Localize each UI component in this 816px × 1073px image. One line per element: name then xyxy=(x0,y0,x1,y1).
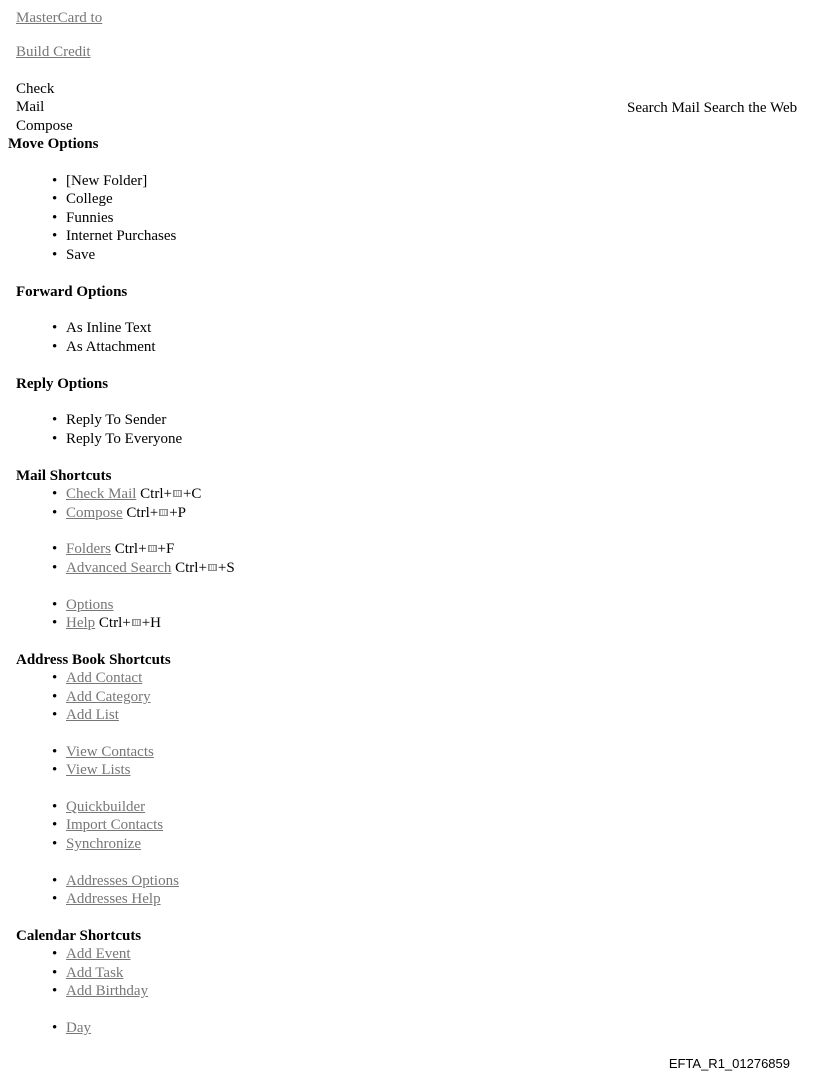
addresses-options-link[interactable]: Addresses Options xyxy=(66,873,179,889)
bullet: • xyxy=(52,817,58,833)
bullet: • xyxy=(52,505,58,521)
bullet: • xyxy=(52,873,58,889)
shortcut-keys: Ctrl+ +F xyxy=(114,541,175,557)
compose-link[interactable]: Compose xyxy=(66,505,123,521)
modifier-key-icon xyxy=(173,490,182,497)
document-id: EFTA_R1_01276859 xyxy=(668,1056,790,1071)
mail-shortcut-options xyxy=(66,596,114,614)
nav-compose[interactable]: Compose xyxy=(16,118,73,134)
addresses-help-link[interactable]: Addresses Help xyxy=(66,891,161,907)
move-option-internet-purchases[interactable]: Internet Purchases xyxy=(66,228,177,244)
bullet: • xyxy=(52,707,58,723)
bullet: • xyxy=(52,191,58,207)
bullet: • xyxy=(52,431,58,447)
bullet: • xyxy=(52,597,58,613)
options-link[interactable]: Options xyxy=(66,597,114,613)
shortcut-keys: Ctrl+ +H xyxy=(98,615,162,631)
bullet: • xyxy=(52,560,58,576)
view-contacts-link[interactable]: View Contacts xyxy=(66,744,154,760)
add-birthday-link[interactable]: Add Birthday xyxy=(66,983,149,999)
nav-mail[interactable]: Mail xyxy=(16,99,45,115)
move-option-college[interactable]: College xyxy=(66,191,113,207)
promo-link-mastercard[interactable]: MasterCard to xyxy=(16,10,103,26)
add-event-link[interactable]: Add Event xyxy=(66,946,131,962)
mail-shortcuts-heading: Mail Shortcuts xyxy=(16,468,112,484)
search-web-button[interactable]: Search the Web xyxy=(703,100,798,116)
synchronize-link[interactable]: Synchronize xyxy=(66,836,141,852)
mail-shortcut-advanced-search xyxy=(66,559,235,577)
bullet: • xyxy=(52,689,58,705)
reply-option-everyone[interactable]: Reply To Everyone xyxy=(66,431,183,447)
mail-shortcut-folders xyxy=(66,540,174,558)
shortcut-keys: Ctrl+ +C xyxy=(140,486,202,502)
add-task-link[interactable]: Add Task xyxy=(66,965,124,981)
address-book-shortcuts-heading: Address Book Shortcuts xyxy=(16,652,171,668)
bullet: • xyxy=(52,615,58,631)
bullet: • xyxy=(52,965,58,981)
shortcut-keys: Ctrl+ +P xyxy=(126,505,187,521)
forward-options-heading: Forward Options xyxy=(16,284,128,300)
bullet: • xyxy=(52,799,58,815)
quickbuilder-link[interactable]: Quickbuilder xyxy=(66,799,146,815)
promo-link-build-credit[interactable]: Build Credit xyxy=(16,44,91,60)
add-category-link[interactable]: Add Category xyxy=(66,689,151,705)
bullet: • xyxy=(52,836,58,852)
bullet: • xyxy=(52,744,58,760)
forward-option-attachment[interactable]: As Attachment xyxy=(66,339,156,355)
mail-shortcut-help xyxy=(66,614,161,632)
nav-check[interactable]: Check xyxy=(16,81,55,97)
bullet: • xyxy=(52,541,58,557)
search-mail-button[interactable]: Search Mail xyxy=(627,100,700,116)
move-options-heading: Move Options xyxy=(8,136,99,152)
import-contacts-link[interactable]: Import Contacts xyxy=(66,817,164,833)
move-option-save[interactable]: Save xyxy=(66,247,96,263)
advanced-search-link[interactable]: Advanced Search xyxy=(66,560,172,576)
modifier-key-icon xyxy=(132,619,141,626)
bullet: • xyxy=(52,210,58,226)
reply-options-heading: Reply Options xyxy=(16,376,109,392)
view-lists-link[interactable]: View Lists xyxy=(66,762,131,778)
search-area xyxy=(627,99,797,117)
check-mail-link[interactable]: Check Mail xyxy=(66,486,137,502)
bullet: • xyxy=(52,486,58,502)
reply-option-sender[interactable]: Reply To Sender xyxy=(66,412,167,428)
bullet: • xyxy=(52,173,58,189)
bullet: • xyxy=(52,891,58,907)
bullet: • xyxy=(52,1020,58,1036)
shortcut-keys: Ctrl+ +S xyxy=(175,560,235,576)
bullet: • xyxy=(52,983,58,999)
mail-shortcut-compose xyxy=(66,504,186,522)
day-view-link[interactable]: Day xyxy=(66,1020,91,1036)
bullet: • xyxy=(52,412,58,428)
bullet: • xyxy=(52,762,58,778)
move-option-funnies[interactable]: Funnies xyxy=(66,210,114,226)
bullet: • xyxy=(52,946,58,962)
bullet: • xyxy=(52,228,58,244)
move-option-new-folder[interactable]: [New Folder] xyxy=(66,173,148,189)
modifier-key-icon xyxy=(208,564,217,571)
forward-option-inline[interactable]: As Inline Text xyxy=(66,320,152,336)
bullet: • xyxy=(52,670,58,686)
help-link[interactable]: Help xyxy=(66,615,96,631)
modifier-key-icon xyxy=(159,509,168,516)
modifier-key-icon xyxy=(148,545,157,552)
bullet: • xyxy=(52,247,58,263)
add-contact-link[interactable]: Add Contact xyxy=(66,670,143,686)
bullet: • xyxy=(52,320,58,336)
mail-shortcut-check-mail xyxy=(66,485,201,503)
bullet: • xyxy=(52,339,58,355)
folders-link[interactable]: Folders xyxy=(66,541,111,557)
add-list-link[interactable]: Add List xyxy=(66,707,119,723)
calendar-shortcuts-heading: Calendar Shortcuts xyxy=(16,928,142,944)
